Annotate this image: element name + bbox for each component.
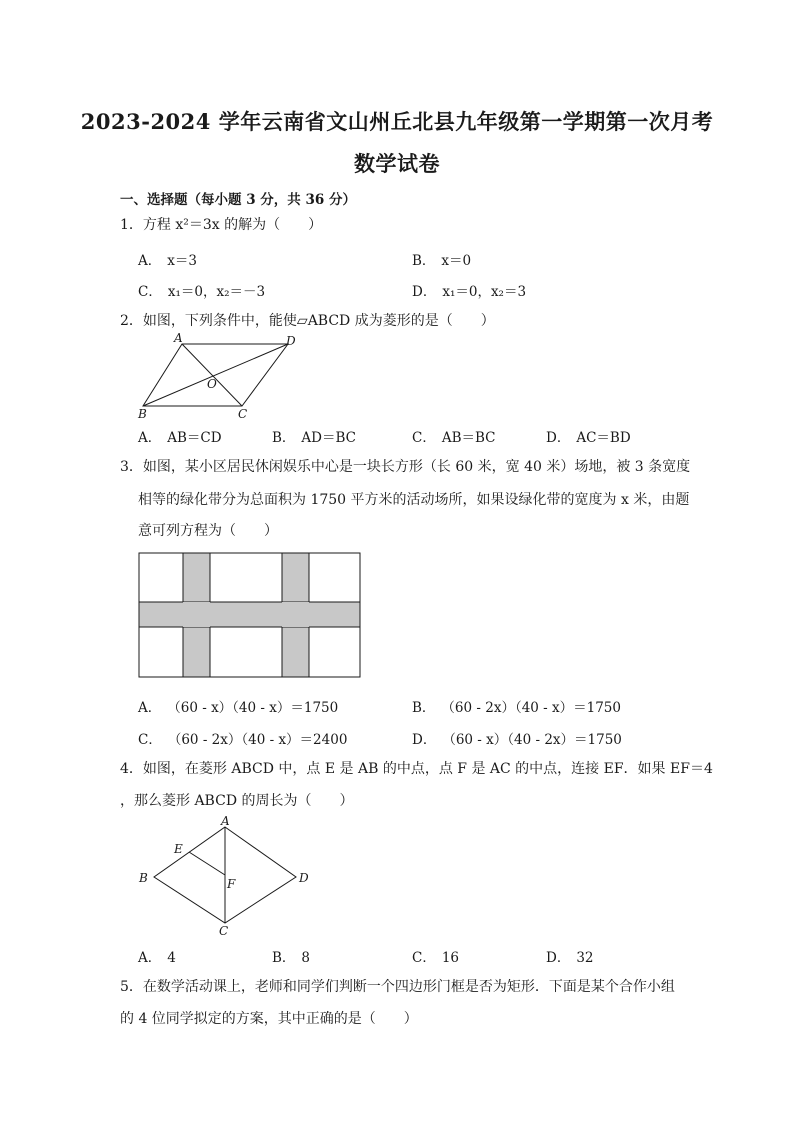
question-number: 1． [120,217,143,233]
q4-option-a [138,946,176,966]
option-text: x＝3 [167,253,197,269]
option-label: A． [138,253,162,269]
rhombus-figure [132,815,322,940]
parallelogram-figure [132,330,312,425]
q2-option-c [412,426,496,446]
q4-option-d [546,946,594,966]
q3-option-b [412,696,621,716]
label-b: B [138,407,147,421]
option-label: C． [412,950,436,966]
label-o: O [207,377,217,391]
q3-option-a [138,696,338,716]
option-text: x₁＝0，x₂＝3 [442,284,527,300]
question-number: 5． [120,979,143,995]
option-text: （60 - x）（40 - 2x）＝1750 [442,732,622,748]
exam-title: 2023-2024 学年云南省文山州丘北县九年级第一学期第一次月考 [80,109,714,134]
q2-option-d [546,426,631,446]
option-label: B． [412,700,436,716]
option-text: （60 - x）（40 - x）＝1750 [167,700,339,716]
question-stem: 方程 x²＝3x 的解为（ ） [142,217,323,233]
question-stem-line-1: 在数学活动课上，老师和同学们判断一个四边形门框是否为矩形．下面是某个合作小组 [142,979,675,995]
q1-option-a [138,249,197,269]
question-number: 2． [120,313,143,329]
label-e: E [174,842,183,856]
q4-option-c [412,946,459,966]
q1-option-c [138,280,265,300]
question-stem: 如图，下列条件中，能使▱ABCD 成为菱形的是（ ） [142,313,495,329]
option-label: C． [138,732,162,748]
question-5 [120,977,675,997]
question-number: 4． [120,761,143,777]
option-label: A． [138,430,162,446]
question-stem-line-1: 如图，在菱形 ABCD 中，点 E 是 AB 的中点，点 F 是 AC 的中点，连接 EF．如果 EF＝4 [142,761,713,777]
q3-option-c [138,728,347,748]
label-c: C [219,924,229,938]
option-label: C． [138,284,162,300]
option-label: D． [412,284,437,300]
option-text: 32 [576,950,594,966]
option-label: B． [272,430,296,446]
question-3 [120,457,690,477]
option-text: 4 [167,950,176,966]
question-1 [120,215,322,235]
label-b: B [139,871,148,885]
option-label: B． [412,253,436,269]
option-text: （60 - 2x）（40 - x）＝2400 [167,732,348,748]
question-3-line-3: 意可列方程为（ ） [138,523,278,539]
question-2 [120,311,495,331]
q3-option-d [412,728,622,748]
q1-option-d [412,280,526,300]
green-belt-figure [138,552,362,679]
q1-option-b [412,249,471,269]
section-heading: 一、选择题（每小题 3 分，共 36 分） [120,192,356,208]
label-d: D [299,871,309,885]
question-3-line-2: 相等的绿化带分为总面积为 1750 平方米的活动场所，如果设绿化带的宽度为 x 米，由题 [138,492,690,508]
label-d: D [286,334,296,348]
option-text: 8 [301,950,311,966]
option-label: B． [272,950,296,966]
q2-option-a [138,426,222,446]
option-text: x＝0 [441,253,472,269]
exam-subtitle: 数学试卷 [354,151,440,176]
option-text: （60 - 2x）（40 - x）＝1750 [441,700,621,716]
option-text: AD＝BC [301,430,356,446]
option-label: C． [412,430,436,446]
label-a: A [221,815,230,828]
option-label: D． [546,950,571,966]
label-f: F [227,877,236,891]
option-label: A． [138,950,162,966]
label-c: C [238,407,248,421]
question-number: 3． [120,459,143,475]
question-4 [120,759,713,779]
question-4-line-2: ，那么菱形 ABCD 的周长为（ ） [120,793,354,809]
question-5-line-2: 的 4 位同学拟定的方案，其中正确的是（ ） [120,1011,418,1027]
label-a: A [174,331,183,345]
q2-option-b [272,426,356,446]
option-text: 16 [441,950,460,966]
question-stem-line-1: 如图，某小区居民休闲娱乐中心是一块长方形（长 60 米，宽 40 米）场地，被 3 条宽度 [142,459,691,475]
option-label: A． [138,700,162,716]
option-label: D． [412,732,437,748]
option-text: AB＝BC [441,430,496,446]
q4-option-b [272,946,310,966]
option-text: AB＝CD [167,430,222,446]
option-label: D． [546,430,571,446]
option-text: AC＝BD [576,430,631,446]
option-text: x₁＝0，x₂＝－3 [167,284,266,300]
